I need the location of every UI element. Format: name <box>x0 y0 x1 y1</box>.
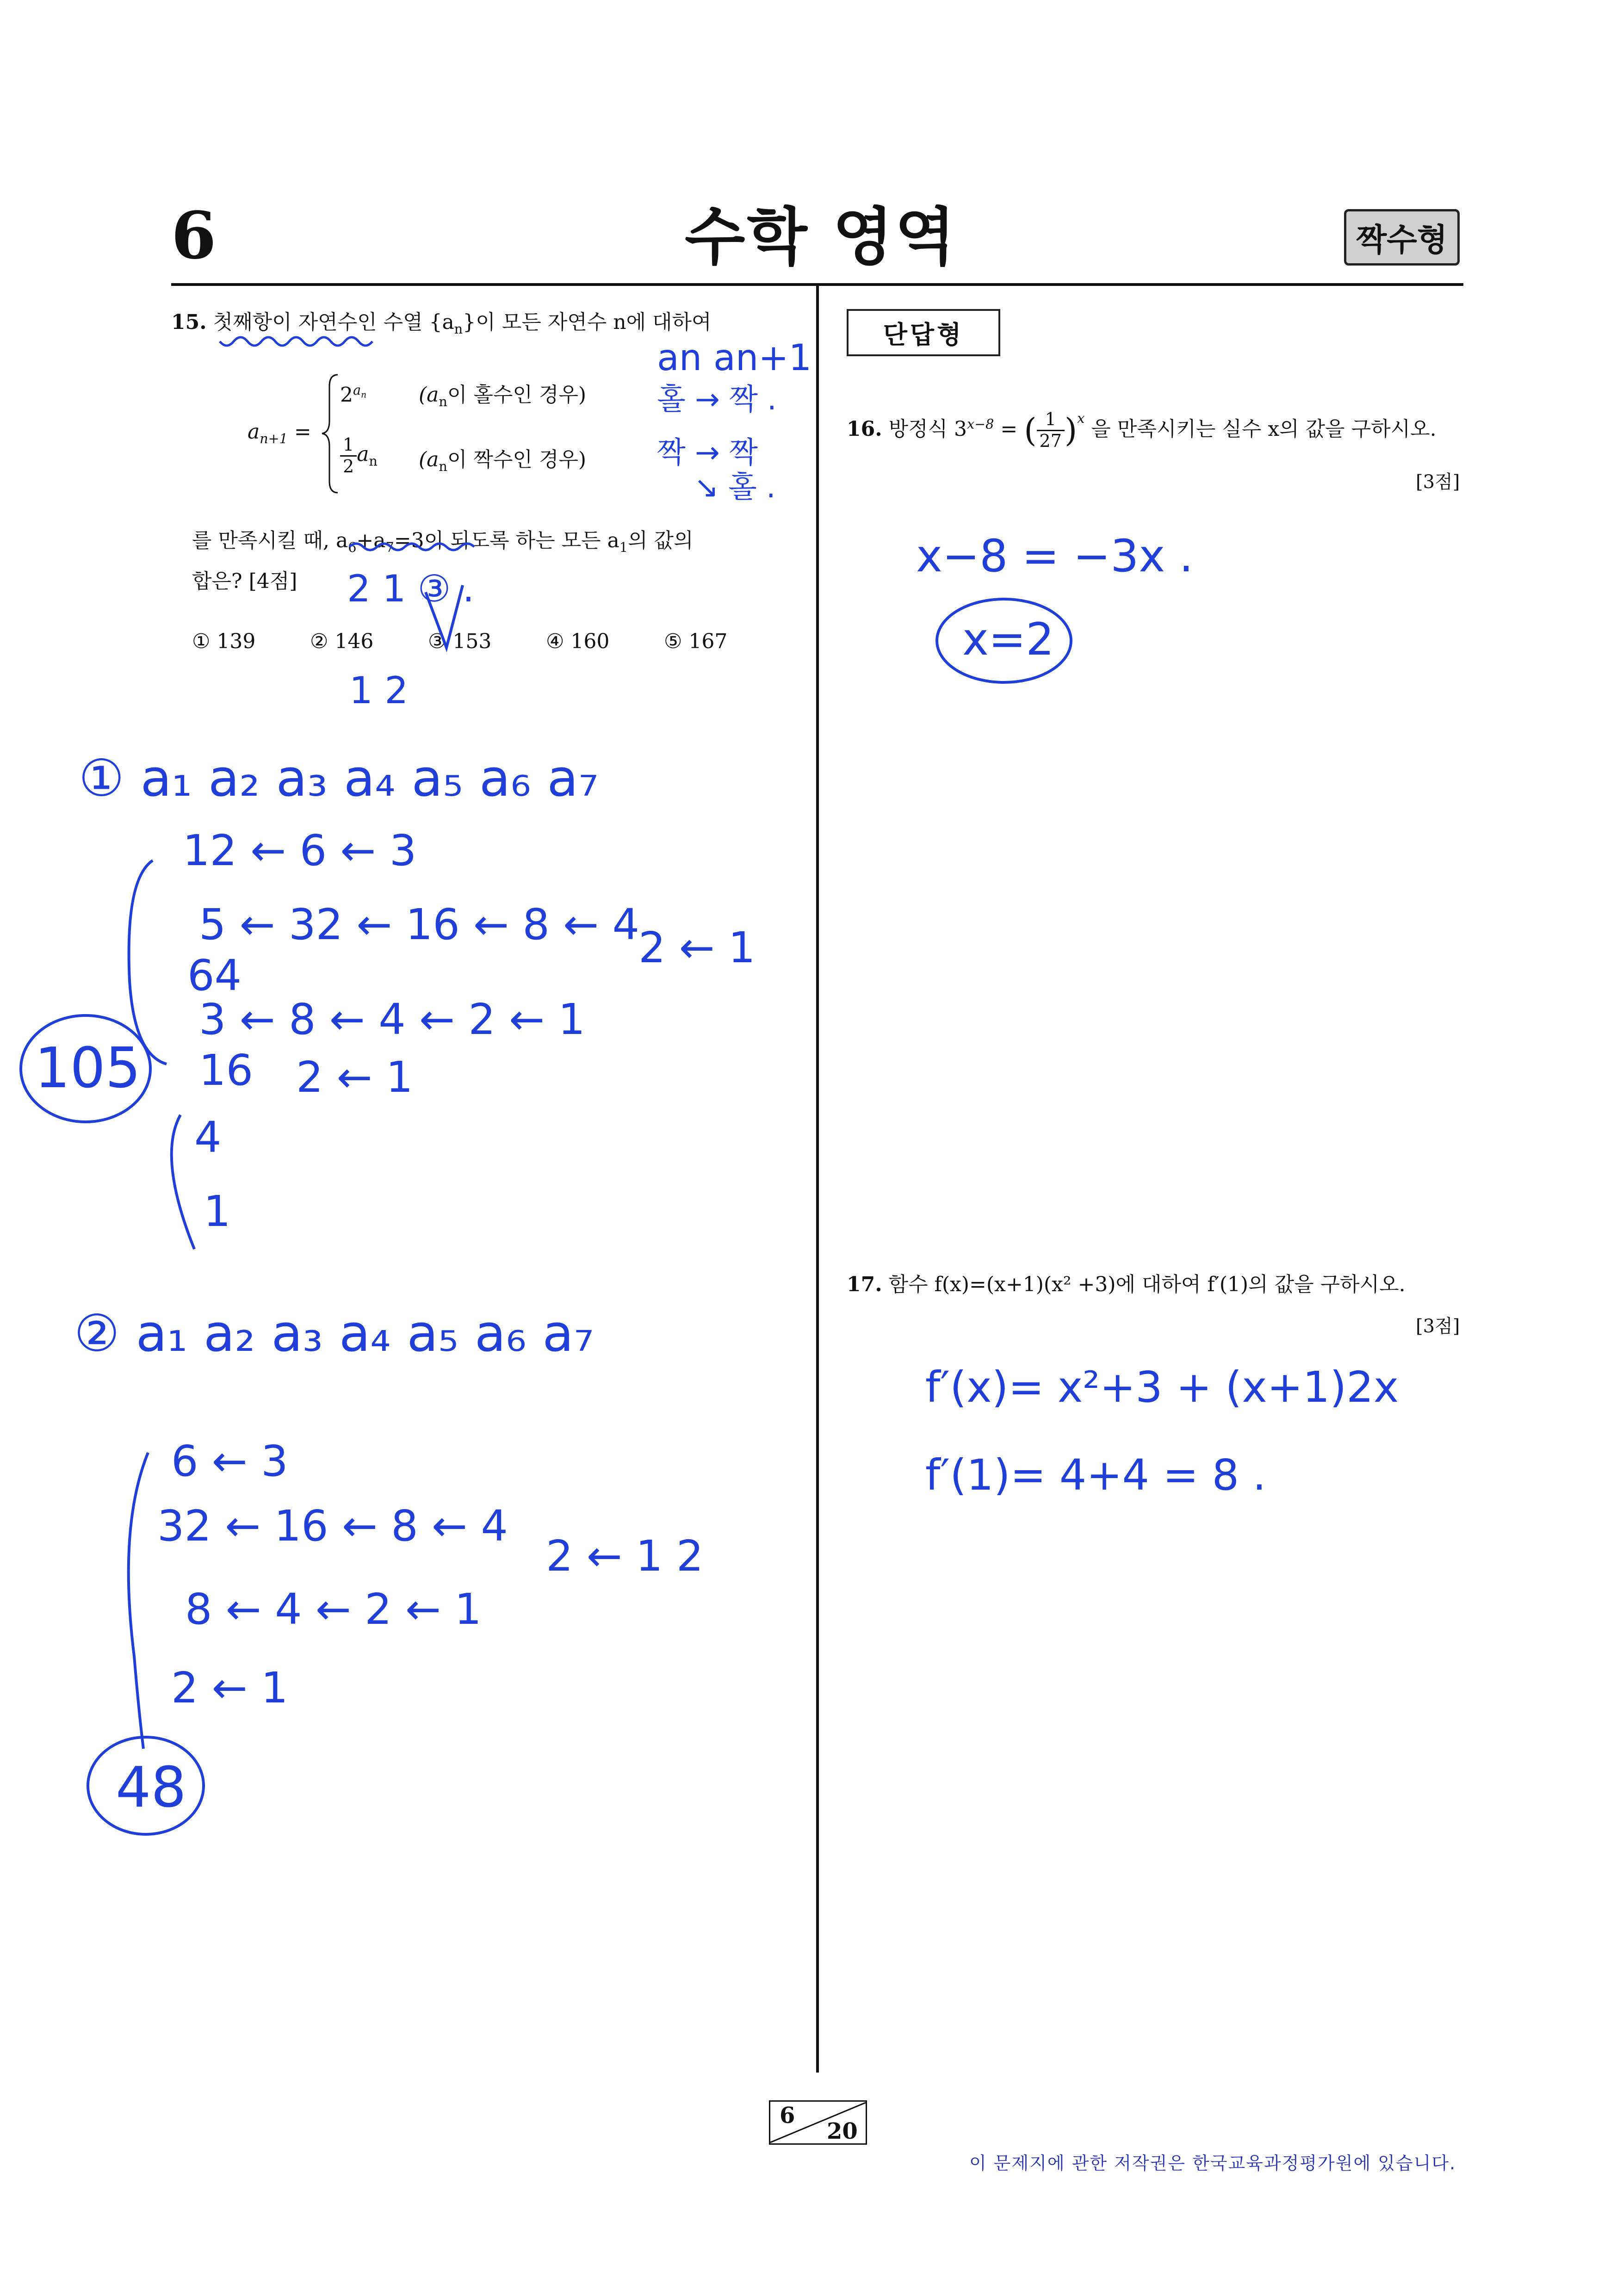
q15-line2-d: 의 값의 <box>628 529 694 552</box>
ink-q16-answer: x=2 <box>962 613 1054 665</box>
q15-stem-line3: 합은? [4점] <box>192 569 297 593</box>
page-indicator-current: 6 <box>780 2103 795 2129</box>
q15-case2-cond-b: 이 짝수인 경우) <box>447 448 586 471</box>
q15-lhs <box>248 419 311 447</box>
ink-case1-circle <box>21 1015 150 1122</box>
q15-lhs-var: a <box>248 420 260 444</box>
q15-choice-5[interactable]: ⑤ 167 <box>664 630 728 653</box>
ink-q17-work2: f′(1)= 4+4 = 8 . <box>925 1450 1266 1500</box>
q16-text-a: 방정식 3 <box>888 417 967 441</box>
q15-case2-condition <box>419 446 586 475</box>
ink-under-sum: 2 1 ③ . <box>347 567 475 610</box>
ink-q16-circle <box>937 599 1071 682</box>
q17-points: [3점] <box>1416 1316 1460 1337</box>
ink-case2-row2: 32 ← 16 ← 8 ← 4 <box>157 1501 508 1551</box>
q15-case2-cond-sub: n <box>439 458 447 474</box>
q16-frac-num: 1 <box>1037 409 1065 431</box>
ink-case1-row2: 5 ← 32 ← 16 ← 8 ← 4 <box>199 900 640 949</box>
q15-case2-var-sub: n <box>369 453 378 469</box>
ink-q15-margin-top: an an+1 <box>657 337 812 379</box>
ink-case1-row5: 16 <box>199 1046 254 1095</box>
q17-number: 17. <box>847 1273 882 1296</box>
q15-case1-exp-sub: n <box>361 390 367 400</box>
ink-q15-margin-even2: ↘ 홀 . <box>694 470 776 505</box>
q15-case1-cond-b: 이 홀수인 경우) <box>447 383 586 407</box>
q15-line2-sub1: 6 <box>348 539 357 555</box>
q15-line2-c: =3이 되도록 하는 모든 a <box>394 529 619 552</box>
q15-case2-cond-a: (a <box>419 448 439 471</box>
q15-stem-b: }이 모든 자연수 n에 대하여 <box>463 310 712 334</box>
page-number: 6 <box>171 198 217 274</box>
column-divider <box>816 286 819 2073</box>
q15-lhs-sub: n+1 <box>260 430 288 446</box>
ink-case1-bracket <box>129 860 167 1064</box>
q16-stem: 16. 방정식 $3^{x-8}$ = ( $\frac{1}{27}$ )$^x$ 을 만족시키는 실수 x의 값을 구하시오. <box>847 409 1437 451</box>
q16-exp: x−8 <box>967 416 994 432</box>
q16-frac <box>1037 409 1065 451</box>
ink-case2-row4: 2 ← 1 <box>171 1663 288 1713</box>
q15-case2-var: a <box>357 442 369 466</box>
page-indicator-total: 20 <box>827 2118 858 2144</box>
q15-stem-line1 <box>171 309 712 338</box>
q15-line2-sub2: 7 <box>385 539 394 555</box>
q17-stem <box>847 1271 1406 1298</box>
q16-points: [3점] <box>1416 471 1460 493</box>
q15-case1 <box>340 382 366 408</box>
ink-case1-heading: ① a₁ a₂ a₃ a₄ a₅ a₆ a₇ <box>79 749 599 808</box>
ink-q17-work1: f′(x)= x²+3 + (x+1)2x <box>925 1362 1399 1412</box>
ink-case1-row4: 3 ← 8 ← 4 ← 2 ← 1 <box>199 995 585 1044</box>
ink-case1-row7: 4 <box>194 1113 222 1162</box>
ink-case1-row3: 64 <box>187 951 242 1000</box>
q16-number: 16. <box>847 417 882 441</box>
ink-case2-right: 2 ← 1 2 <box>546 1531 704 1581</box>
subject-title: 수학 영역 <box>685 201 957 273</box>
ink-case2-heading: ② a₁ a₂ a₃ a₄ a₅ a₆ a₇ <box>74 1304 594 1363</box>
q16-paren-exp: x <box>1077 410 1085 426</box>
ink-case2-row3: 8 ← 4 ← 2 ← 1 <box>185 1584 482 1634</box>
type-badge: 짝수형 <box>1344 209 1460 266</box>
ink-under-sum2: 1 2 <box>349 669 409 712</box>
ink-q15-margin-even: 짝 → 짝 <box>657 436 758 470</box>
q15-case2-frac-num: 1 <box>340 435 357 457</box>
q15-stem-a: 첫째항이 자연수인 수열 {a <box>213 310 454 334</box>
ink-case1-bracket2 <box>172 1115 194 1249</box>
q15-case1-exp: a <box>353 382 361 398</box>
q15-line2-sub3: 1 <box>619 539 628 555</box>
q15-case1-condition <box>419 382 586 410</box>
q15-line2-b: +a <box>356 529 386 552</box>
ink-case2-circle <box>88 1737 204 1834</box>
short-answer-label: 단답형 <box>847 309 1000 356</box>
q15-stem-line2 <box>192 527 694 556</box>
ink-case1-right: 2 ← 1 <box>638 923 756 972</box>
ink-case2-row1: 6 ← 3 <box>171 1436 288 1486</box>
q15-case1-cond-a: (a <box>419 383 439 407</box>
q15-case2-frac-den: 2 <box>343 456 354 477</box>
q15-choice-4[interactable]: ④ 160 <box>546 630 610 653</box>
ink-q16-work: x−8 = −3x . <box>916 530 1194 582</box>
copyright-notice: 이 문제지에 관한 저작권은 한국교육과정평가원에 있습니다. <box>969 2153 1456 2173</box>
q15-line2-a: 를 만족시킬 때, a <box>192 529 348 552</box>
q15-number: 15. <box>171 310 207 334</box>
q15-case1-cond-sub: n <box>439 393 447 409</box>
q15-case2-frac <box>340 435 357 477</box>
q17-text: 함수 f(x)=(x+1)(x² +3)에 대하여 f′(1)의 값을 구하시오. <box>888 1273 1406 1296</box>
ink-case1-total: 105 <box>35 1036 141 1101</box>
q16-frac-den: 27 <box>1039 431 1062 451</box>
page-indicator <box>769 2100 867 2145</box>
q15-stem-sub: n <box>454 321 463 337</box>
q16-text-b: 을 만족시키는 실수 x의 값을 구하시오. <box>1091 417 1437 441</box>
q15-lhs-eq: = <box>294 420 311 444</box>
q16-eq: = <box>1000 417 1018 441</box>
ink-case2-total: 48 <box>116 1756 186 1820</box>
ink-case1-row6: 2 ← 1 <box>296 1052 413 1102</box>
ink-case1-row8: 1 <box>204 1187 231 1236</box>
ink-case1-row1: 12 ← 6 ← 3 <box>183 826 417 875</box>
ink-q15-margin-odd: 홀 → 짝 . <box>657 383 777 417</box>
q15-choice-2[interactable]: ② 146 <box>310 630 374 653</box>
ink-case2-bracket <box>129 1453 148 1749</box>
q15-wavy-underline <box>220 337 372 346</box>
q15-case1-base: 2 <box>340 383 353 407</box>
q15-choice-1[interactable]: ① 139 <box>192 630 256 653</box>
q15-choice-3[interactable]: ③ 153 <box>428 630 492 653</box>
q15-case2 <box>340 435 378 477</box>
